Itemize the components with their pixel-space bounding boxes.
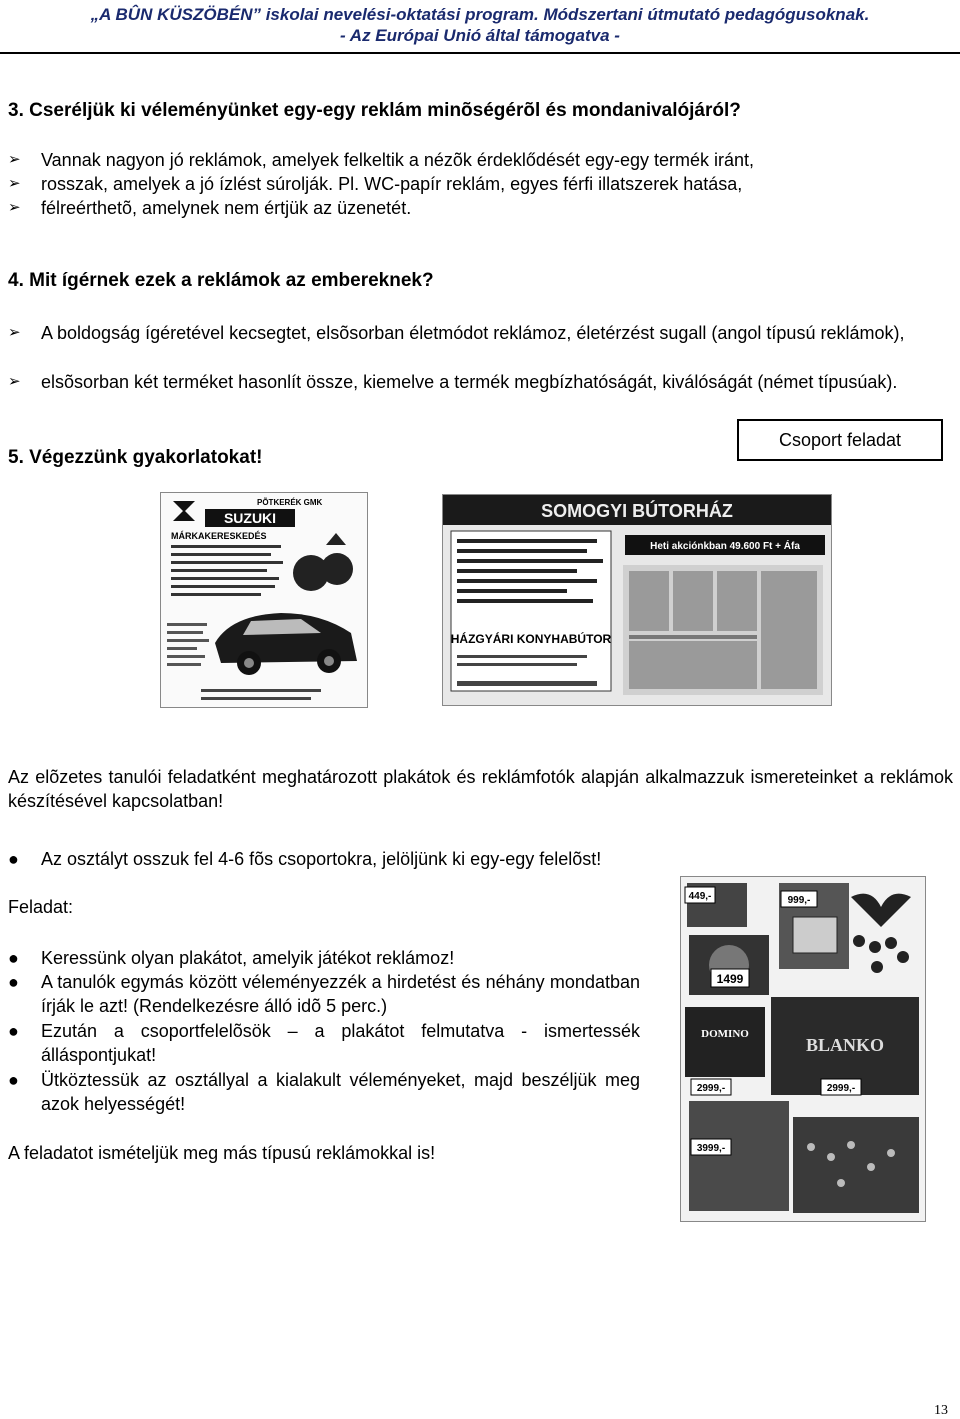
section-4-heading: 4. Mit ígérnek ezek a reklámok az embereknek?: [8, 270, 434, 291]
svg-text:2999,-: 2999,-: [696, 1083, 726, 1094]
svg-text:2999,-: 2999,-: [826, 1083, 856, 1094]
list-item: ➢ elsõsorban két terméket hasonlít össze, kiemelve a termék megbízhatóságát, kiválóságát (német típusúak).: [8, 372, 898, 392]
task-label: Feladat:: [8, 897, 74, 917]
page-header: [0, 4, 960, 46]
svg-text:1499: 1499: [716, 972, 744, 986]
bullet-icon: ●: [8, 1021, 19, 1041]
suzuki-ad-graphic: [161, 493, 367, 707]
section-5-heading: 5. Végezzünk gyakorlatokat!: [8, 447, 263, 468]
list-item: ● A tanulók egymás között véleményezzék a hirdetést és néhány mondatban írják le azt! (Rendelkezésre álló idõ 5 perc.): [8, 972, 640, 1016]
bullet-icon: ●: [8, 1070, 19, 1090]
toy-catalog-image: [680, 876, 926, 1222]
bullet-icon: ●: [8, 948, 19, 968]
bullet-icon: ●: [8, 972, 19, 992]
bullet-icon: ●: [8, 849, 19, 869]
list-item: ● Keressünk olyan plakátot, amelyik játékot reklámoz!: [8, 948, 455, 968]
svg-text:DOMINO: DOMINO: [701, 1028, 749, 1040]
svg-text:999,-: 999,-: [787, 895, 811, 906]
intro-paragraph: Az elõzetes tanulói feladatként meghatározott plakátok és reklámfotók alapján alkalmazzuk ismereteinket a reklámok készítésével kapcsolatban!: [8, 767, 953, 811]
svg-text:SOMOGYI BÚTORHÁZ: SOMOGYI BÚTORHÁZ: [541, 501, 733, 521]
arrow-bullet-icon: ➢: [8, 199, 21, 216]
list-item: ● Ezután a csoportfelelõsök – a plakátot felmutatva - ismertessék álláspontjukat!: [8, 1021, 640, 1065]
header-subtitle: - Az Európai Unió által támogatva -: [340, 26, 620, 45]
svg-text:3999,-: 3999,-: [696, 1143, 726, 1154]
section-3-heading: 3. Cseréljük ki véleményünket egy-egy reklám minõségérõl és mondanivalójáról?: [8, 100, 741, 121]
arrow-bullet-icon: ➢: [8, 324, 21, 341]
toy-catalog-graphic: [681, 877, 925, 1221]
list-item: ➢ Vannak nagyon jó reklámok, amelyek felkeltik a nézõk érdeklődését egy-egy termék iránt,: [8, 150, 755, 170]
list-item: ● Az osztályt osszuk fel 4-6 fõs csoportokra, jelöljünk ki egy-egy felelõst!: [8, 849, 602, 869]
list-item: ➢ A boldogság ígéretével kecsegtet, elsõsorban életmódot reklámoz, életérzést sugall (angol típusú reklámok),: [8, 323, 905, 343]
closing-sentence: A feladatot ismételjük meg más típusú reklámokkal is!: [8, 1143, 436, 1163]
svg-text:MÁRKAKERESKEDÉS: MÁRKAKERESKEDÉS: [171, 531, 267, 541]
svg-text:PÕTKERÉK GMK: PÕTKERÉK GMK: [257, 498, 323, 507]
svg-text:Heti akciónkban 49.600 Ft + Áf: Heti akciónkban 49.600 Ft + Áfa: [650, 541, 800, 552]
furniture-ad-graphic: [443, 495, 831, 705]
suzuki-ad-image: [160, 492, 368, 708]
arrow-bullet-icon: ➢: [8, 175, 21, 192]
svg-text:SUZUKI: SUZUKI: [223, 510, 277, 526]
svg-text:HÁZGYÁRI KONYHABÚTOR: HÁZGYÁRI KONYHABÚTOR: [450, 632, 612, 646]
header-divider: [0, 52, 960, 54]
page-number: 13: [934, 1403, 948, 1418]
group-task-box: Csoport feladat: [737, 419, 943, 461]
list-item: ● Ütköztessük az osztállyal a kialakult véleményeket, majd beszéljük meg azok helyességét!: [8, 1070, 640, 1114]
svg-text:449,-: 449,-: [688, 891, 712, 902]
arrow-bullet-icon: ➢: [8, 373, 21, 390]
list-item: ➢ rosszak, amelyek a jó ízlést súrolják. Pl. WC-papír reklám, egyes férfi illatszerek hatása,: [8, 174, 743, 194]
svg-text:BLANKO: BLANKO: [805, 1035, 885, 1055]
list-item: ➢ félreérthetõ, amelynek nem értjük az üzenetét.: [8, 198, 412, 218]
arrow-bullet-icon: ➢: [8, 151, 21, 168]
header-title: „A BÛN KÜSZÖBÉN” iskolai nevelési-oktatási program. Módszertani útmutató pedagógusoknak.: [90, 5, 870, 24]
furniture-ad-image: [442, 494, 832, 706]
